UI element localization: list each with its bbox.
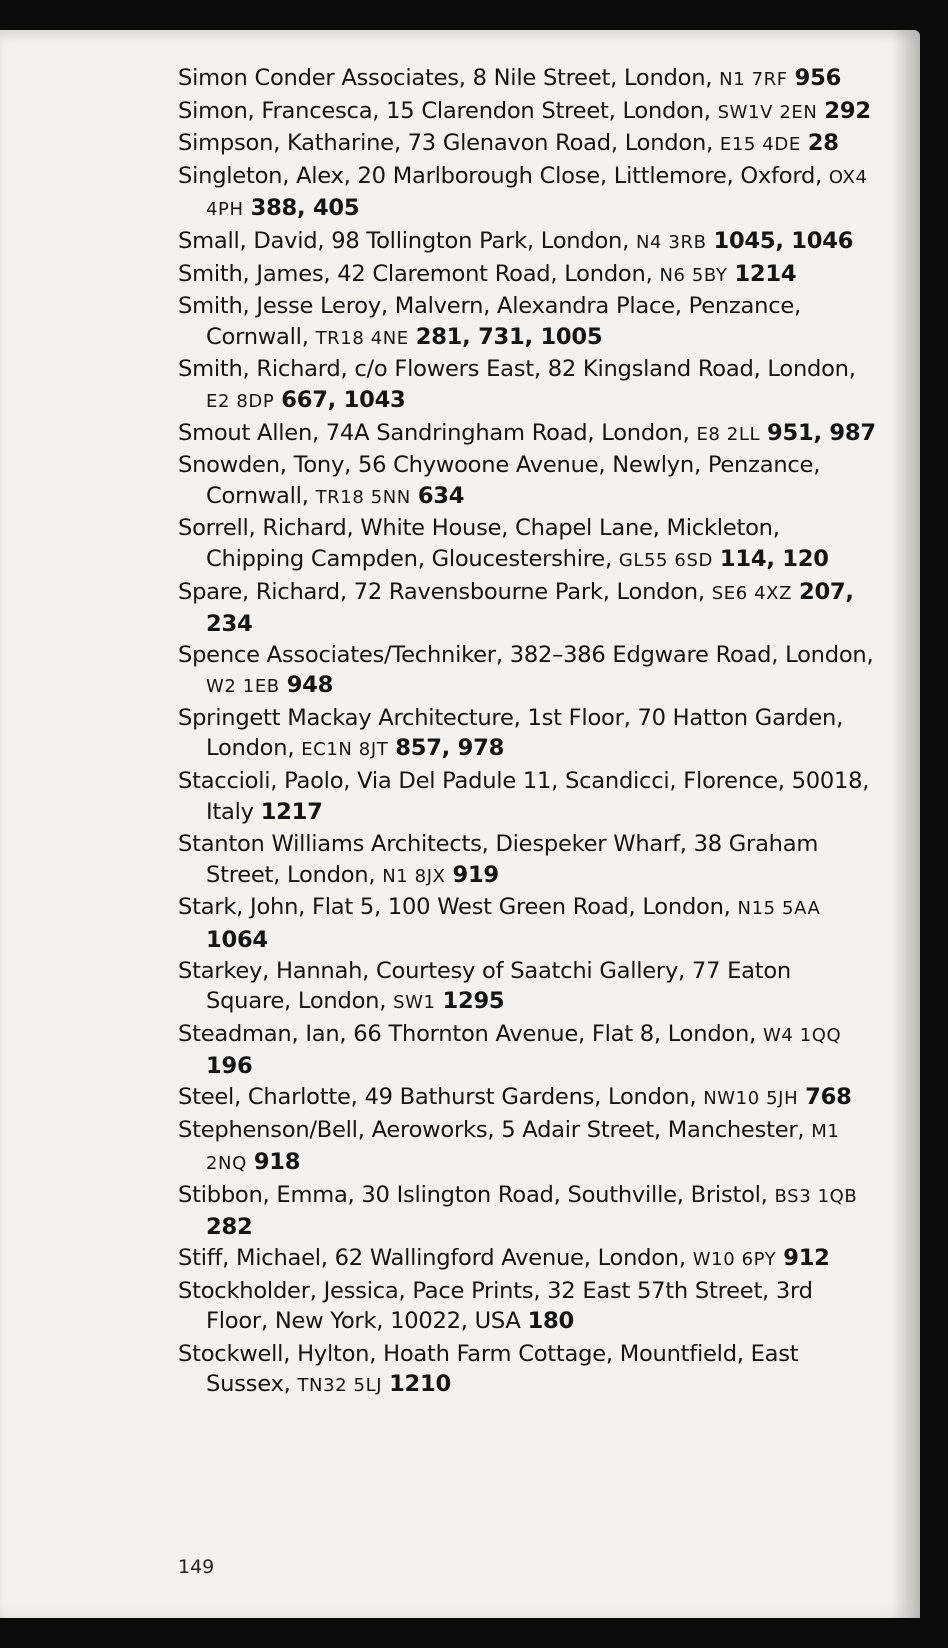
entry-postcode: W2 1EB — [206, 676, 280, 698]
index-entry — [178, 259, 878, 292]
entry-page-references: 28 — [807, 130, 839, 157]
entry-name-address: Steel, Charlotte, 49 Bathurst Gardens, London, — [178, 1084, 704, 1110]
entry-name-address: Stibbon, Emma, 30 Islington Road, Southville, Bristol, — [178, 1181, 775, 1208]
index-entry — [178, 1276, 878, 1339]
entry-page-references: 948 — [286, 672, 334, 699]
entry-name-address: Starkey, Hannah, Courtesy of Saatchi Gallery, 77 Eaton Square, London, — [178, 957, 791, 1015]
index-entry — [178, 829, 878, 892]
index-entry — [178, 128, 878, 161]
entry-name-address: Springett Mackay Architecture, 1st Floor, 70 Hatton Garden, London, — [178, 704, 844, 762]
entry-postcode: M1 2NQ — [206, 1120, 840, 1175]
entry-page-references: 634 — [417, 482, 465, 509]
entry-name-address: Stark, John, Flat 5, 100 West Green Road, London, — [178, 894, 738, 921]
entry-postcode: E15 4DE — [719, 134, 801, 156]
index-entry — [178, 1180, 878, 1243]
entry-postcode: NW10 5JH — [703, 1088, 799, 1109]
entry-name-address: Singleton, Alex, 20 Marlborough Close, Littlemore, Oxford, — [178, 162, 829, 189]
index-entry — [178, 640, 878, 703]
index-entry — [178, 354, 878, 417]
entry-page-references: 196 — [206, 1053, 253, 1080]
index-entry — [178, 226, 878, 259]
entry-name-address: Stockholder, Jessica, Pace Prints, 32 East 57th Street, 3rd Floor, New York, 10022, USA — [178, 1277, 813, 1335]
entry-page-references: 951, 987 — [767, 419, 876, 446]
entry-name-address: Simpson, Katharine, 73 Glenavon Road, London, — [178, 130, 720, 157]
index-entry — [178, 418, 878, 451]
entry-postcode: E2 8DP — [206, 390, 275, 412]
entry-page-references: 114, 120 — [719, 545, 829, 572]
index-entry — [178, 96, 878, 129]
entry-name-address: Simon Conder Associates, 8 Nile Street, London, — [178, 65, 720, 91]
entry-postcode: N4 3RB — [635, 231, 707, 253]
entry-page-references: 768 — [805, 1084, 852, 1110]
entry-page-references: 1217 — [260, 798, 323, 825]
index-entry — [178, 956, 878, 1019]
entry-name-address: Staccioli, Paolo, Via Del Padule 11, Scandicci, Florence, 50018, Italy — [178, 768, 870, 825]
entry-name-address: Stiff, Michael, 62 Wallingford Avenue, London, — [178, 1244, 693, 1271]
entry-postcode: EC1N 8JT — [301, 739, 389, 761]
entry-postcode: SE6 4XZ — [711, 582, 793, 604]
page-edge-shadow — [890, 30, 920, 1618]
entry-page-references: 918 — [253, 1149, 301, 1176]
entry-page-references: 1045, 1046 — [713, 227, 854, 254]
entry-page-references: 667, 1043 — [281, 386, 406, 413]
entry-name-address: Spare, Richard, 72 Ravensbourne Park, London, — [178, 578, 712, 605]
entry-postcode: N1 7RF — [719, 69, 788, 90]
entry-page-references: 180 — [527, 1308, 574, 1335]
entry-page-references: 292 — [824, 97, 871, 124]
index-entry — [178, 161, 878, 226]
entry-postcode: N1 8JX — [382, 865, 446, 887]
entry-page-references: 1210 — [389, 1371, 451, 1398]
entry-postcode: W10 6PY — [692, 1248, 777, 1270]
entry-page-references: 1295 — [442, 988, 505, 1015]
entry-page-references: 956 — [794, 65, 842, 91]
entry-name-address: Smith, Jesse Leroy, Malvern, Alexandra Place, Penzance, Cornwall, — [178, 293, 801, 350]
index-entry — [178, 766, 878, 829]
entry-name-address: Spence Associates/Techniker, 382–386 Edgware Road, London, — [178, 641, 874, 668]
index-entry — [178, 577, 878, 640]
entry-postcode: BS3 1QB — [774, 1185, 858, 1207]
entry-name-address: Stanton Williams Architects, Diespeker Wharf, 38 Graham Street, London, — [178, 831, 819, 888]
index-entry — [178, 1082, 878, 1115]
index-entry — [178, 1019, 878, 1082]
entry-page-references: 919 — [452, 861, 499, 888]
entry-postcode: GL55 6SD — [618, 549, 713, 571]
entry-name-address: Sorrell, Richard, White House, Chapel Lane, Mickleton, Chipping Campden, Gloucestershire, — [178, 515, 780, 572]
entry-page-references: 207, 234 — [206, 578, 854, 638]
entry-page-references: 912 — [783, 1244, 830, 1271]
entry-postcode: E8 2LL — [696, 423, 761, 445]
entry-postcode: N6 5BY — [659, 264, 728, 286]
entry-page-references: 857, 978 — [395, 735, 505, 762]
entry-name-address: Simon, Francesca, 15 Clarendon Street, London, — [178, 97, 718, 124]
book-page — [0, 30, 920, 1618]
entry-page-references: 282 — [206, 1214, 253, 1241]
entry-name-address: Smout Allen, 74A Sandringham Road, London, — [178, 419, 697, 446]
entry-name-address: Steadman, Ian, 66 Thornton Avenue, Flat 8, London, — [178, 1020, 763, 1047]
entry-name-address: Snowden, Tony, 56 Chywoone Avenue, Newlyn, Penzance, Cornwall, — [178, 452, 821, 509]
index-entry — [178, 450, 878, 513]
entry-postcode: TR18 4NE — [315, 327, 409, 349]
entry-page-references: 1214 — [734, 260, 797, 287]
index-entry — [178, 513, 878, 576]
entry-page-references: 281, 731, 1005 — [415, 323, 603, 350]
page-number: 149 — [178, 1556, 215, 1578]
entry-postcode: N15 5AA — [737, 898, 821, 920]
index-entry — [178, 1243, 878, 1276]
entry-postcode: OX4 4PH — [206, 166, 868, 221]
entry-postcode: TR18 5NN — [315, 486, 411, 508]
index-entry — [178, 63, 878, 96]
entry-postcode: SW1V 2EN — [717, 101, 818, 123]
entry-name-address: Stockwell, Hylton, Hoath Farm Cottage, Mountfield, East Sussex, — [178, 1340, 799, 1398]
entry-page-references: 388, 405 — [250, 195, 360, 222]
index-entry — [178, 1115, 878, 1180]
entry-name-address: Small, David, 98 Tollington Park, London, — [178, 227, 636, 254]
entry-postcode: W4 1QQ — [762, 1024, 842, 1046]
index-entry — [178, 1339, 878, 1402]
entry-postcode: SW1 — [393, 992, 436, 1014]
name-index-list — [178, 63, 878, 1402]
entry-name-address: Stephenson/Bell, Aeroworks, 5 Adair Street, Manchester, — [178, 1116, 812, 1143]
entry-name-address: Smith, Richard, c/o Flowers East, 82 Kingsland Road, London, — [178, 356, 856, 383]
index-entry — [178, 291, 878, 354]
entry-postcode: TN32 5LJ — [297, 1375, 383, 1397]
index-entry — [178, 892, 878, 955]
index-entry — [178, 703, 878, 766]
entry-name-address: Smith, James, 42 Claremont Road, London, — [178, 260, 660, 287]
entry-page-references: 1064 — [206, 927, 268, 954]
